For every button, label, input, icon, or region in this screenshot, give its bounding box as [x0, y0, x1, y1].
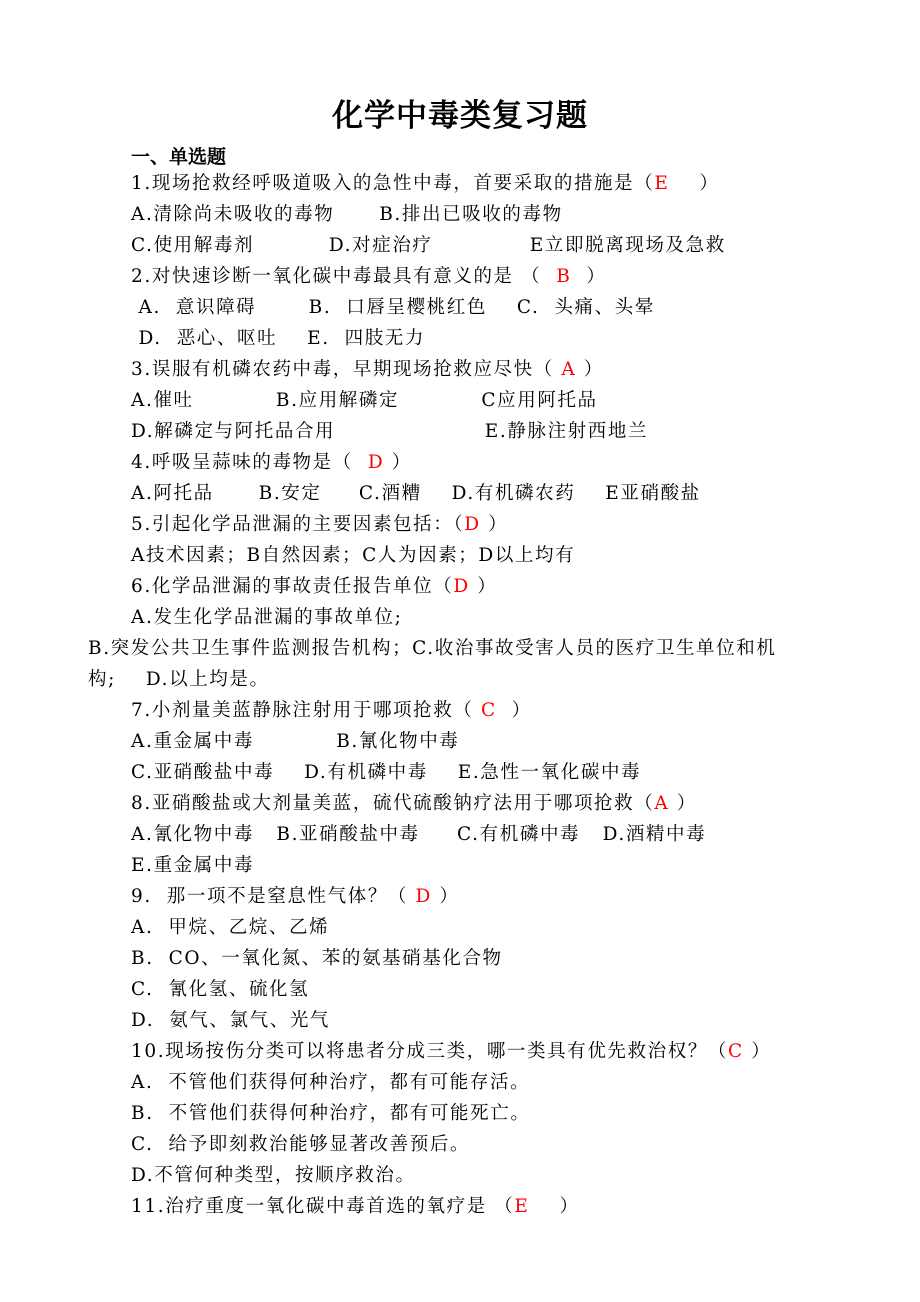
question-stem — [131, 358, 604, 382]
question-close: ） — [469, 576, 498, 597]
option-line: A.重金属中毒 B.氰化物中毒 — [131, 731, 460, 752]
question-text: 1.现场抢救经呼吸道吸入的急性中毒，首要采取的措施是（ — [131, 173, 655, 194]
option-line: C. 氰化氢、硫化氢 — [131, 979, 310, 1000]
option-line: A. 意识障碍 B. 口唇呈樱桃红色 C. 头痛、头晕 — [131, 297, 655, 318]
question-stem — [131, 265, 606, 289]
question-text: 11.治疗重度一氧化碳中毒首选的氧疗是 （ — [131, 1196, 515, 1217]
question-text: 9. 那一项不是窒息性气体？（ — [131, 886, 416, 907]
answer-letter: B — [556, 266, 572, 287]
option-line: B. CO、一氧化氮、苯的氨基硝基化合物 — [131, 948, 503, 969]
question-stem — [131, 172, 720, 196]
question-close: ） — [576, 359, 604, 380]
question-text: 2.对快速诊断一氧化碳中毒最具有意义的是 （ — [131, 266, 557, 287]
option-line: C.亚硝酸盐中毒 D.有机磷中毒 E.急性一氧化碳中毒 — [131, 762, 642, 783]
question-stem — [131, 1195, 580, 1219]
question-close: ） — [669, 173, 720, 194]
option-line: A.阿托品 B.安定 C.酒糟 D.有机磷农药 E亚硝酸盐 — [131, 483, 701, 504]
question-stem — [131, 575, 497, 599]
question-stem — [131, 699, 532, 723]
question-text: 10.现场按伤分类可以将患者分成三类，哪一类具有优先救治权？（ — [131, 1041, 729, 1062]
question-text: 5.引起化学品泄漏的主要因素包括：（ — [131, 514, 465, 535]
question-text: 4.呼吸呈蒜味的毒物是（ — [131, 452, 368, 473]
option-line: A. 不管他们获得何种治疗，都有可能存活。 — [131, 1072, 531, 1093]
option-line: C.使用解毒剂 D.对症治疗 E立即脱离现场及急救 — [131, 235, 726, 256]
question-close: ） — [571, 266, 607, 287]
option-line: A.催吐 B.应用解磷定 C应用阿托品 — [131, 390, 598, 411]
option-line: 构; D.以上均是。 — [88, 669, 270, 690]
question-stem — [131, 792, 697, 816]
document-title: 化学中毒类复习题 — [332, 98, 588, 134]
question-text: 3.误服有机磷农药中毒，早期现场抢救应尽快（ — [131, 359, 562, 380]
answer-letter: D — [367, 452, 385, 473]
answer-letter: D — [464, 514, 481, 535]
option-line: D.不管何种类型，按顺序救治。 — [131, 1165, 416, 1186]
option-line: E.重金属中毒 — [131, 855, 255, 876]
question-stem — [131, 1040, 771, 1064]
option-line: B.突发公共卫生事件监测报告机构；C.收治事故受害人员的医疗卫生单位和机 — [88, 638, 777, 659]
answer-letter: C — [728, 1041, 744, 1062]
question-close: ） — [496, 700, 532, 721]
answer-letter: D — [453, 576, 470, 597]
question-close: ） — [384, 452, 412, 473]
option-line: A.发生化学品泄漏的事故单位; — [131, 607, 403, 628]
question-text: 6.化学品泄漏的事故责任报告单位（ — [131, 576, 454, 597]
answer-letter: E — [654, 173, 670, 194]
question-stem — [131, 885, 460, 909]
option-line: A. 甲烷、乙烷、乙烯 — [131, 917, 330, 938]
option-line: A.清除尚未吸收的毒物 B.排出已吸收的毒物 — [131, 204, 563, 225]
question-stem — [131, 451, 412, 475]
section-heading: 一、单选题 — [131, 146, 227, 168]
option-line: D. 恶心、呕吐 E. 四肢无力 — [131, 328, 426, 349]
answer-letter: E — [514, 1196, 530, 1217]
option-line: B. 不管他们获得何种治疗，都有可能死亡。 — [131, 1103, 531, 1124]
answer-letter: C — [480, 700, 497, 721]
answer-letter: A — [654, 793, 670, 814]
option-line: A.氰化物中毒 B.亚硝酸盐中毒 C.有机磷中毒 D.酒精中毒 — [131, 824, 707, 845]
question-close: ） — [743, 1041, 772, 1062]
question-close: ） — [431, 886, 460, 907]
option-line: D. 氨气、氯气、光气 — [131, 1010, 331, 1031]
question-close: ） — [529, 1196, 580, 1217]
answer-letter: A — [561, 359, 577, 380]
option-line: C. 给予即刻救治能够显著改善预后。 — [131, 1134, 471, 1155]
answer-letter: D — [415, 886, 432, 907]
question-text: 7.小剂量美蓝静脉注射用于哪项抢救（ — [131, 700, 481, 721]
question-close: ） — [480, 514, 509, 535]
question-close: ） — [669, 793, 697, 814]
option-line: A技术因素；B自然因素；C人为因素；D以上均有 — [131, 545, 576, 566]
question-text: 8.亚硝酸盐或大剂量美蓝，硫代硫酸钠疗法用于哪项抢救（ — [131, 793, 655, 814]
option-line: D.解磷定与阿托品合用 E.静脉注射西地兰 — [131, 421, 649, 442]
question-stem — [131, 513, 508, 537]
